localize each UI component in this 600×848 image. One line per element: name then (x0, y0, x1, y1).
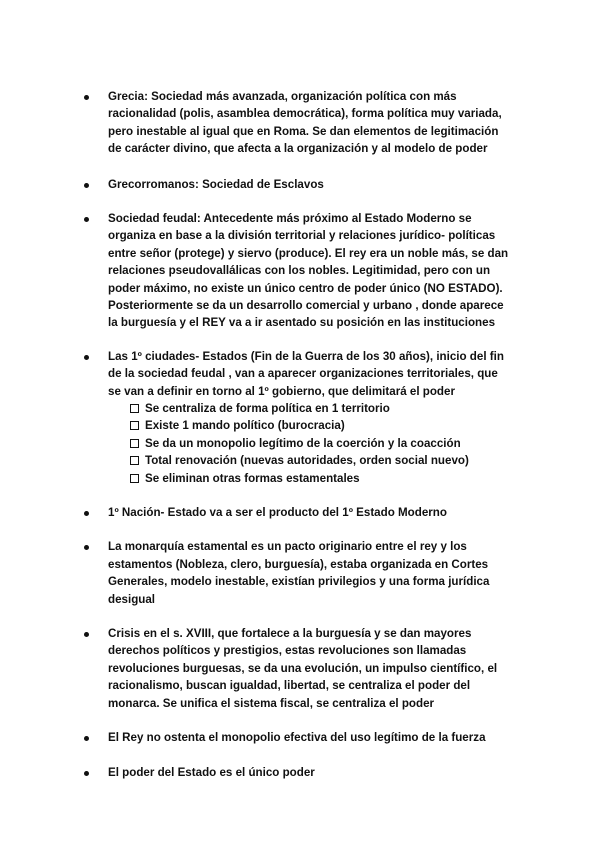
bullet-item (92, 88, 522, 158)
checkbox-icon (130, 474, 139, 483)
bullet-text-line: de la sociedad feudal , van a aparecer organizaciones territoriales, que (108, 367, 498, 381)
checklist-item (130, 470, 522, 487)
bullet-text-line: El Rey no ostenta el monopolio efectiva del uso legítimo de la fuerza (108, 731, 486, 745)
bullet-text-line: racionalismo, buscan igualdad, libertad, se centraliza el poder del (108, 679, 471, 693)
bullet-dot-icon (84, 183, 89, 188)
bullet-item (92, 176, 522, 193)
bullet-dot-icon (84, 217, 89, 222)
bullet-text-line: estamentos (Nobleza, clero, burguesía), estaba organizada en Cortes (108, 557, 489, 571)
bullet-text-line: Grecorromanos: Sociedad de Esclavos (108, 177, 324, 191)
checklist-item (130, 417, 522, 434)
checklist-item-text: Existe 1 mando político (burocracia) (145, 419, 345, 433)
checklist (130, 400, 522, 487)
bullet-text-line: pero inestable al igual que en Roma. Se dan elementos de legitimación (108, 124, 499, 138)
checkbox-icon (130, 421, 139, 430)
bullet-text-line: la burguesía y el REY va a ir asentado su posición en las instituciones (108, 316, 496, 330)
bullet-text-line: La monarquía estamental es un pacto originario entre el rey y los (108, 540, 467, 554)
checkbox-icon (130, 439, 139, 448)
bullet-text-line: organiza en base a la división territorial y relaciones jurídico- políticas (108, 229, 496, 243)
bullet-item (92, 348, 522, 487)
bullet-item (92, 729, 522, 746)
checklist-item-text: Se centraliza de forma política en 1 territorio (145, 402, 390, 416)
bullet-item (92, 504, 522, 521)
bullet-text-line: Crisis en el s. XVIII, que fortalece a la burguesía y se dan mayores (108, 627, 472, 641)
bullet-text-line: Sociedad feudal: Antecedente más próximo al Estado Moderno se (108, 212, 472, 226)
checklist-item (130, 435, 522, 452)
bullet-dot-icon (84, 632, 89, 637)
bullet-dot-icon (84, 511, 89, 516)
bullet-item (92, 764, 522, 781)
bullet-dot-icon (84, 95, 89, 100)
bullet-text-line: se van a definir en torno al 1º gobierno, que delimitará el poder (108, 384, 455, 398)
bullet-text-line: de carácter divino, que afecta a la organización y al modelo de poder (108, 142, 488, 156)
bullet-dot-icon (84, 545, 89, 550)
bullet-text-line: racionalidad (polis, asamblea democrática), forma política muy variada, (108, 107, 502, 121)
bullet-text-line: monarca. Se unifica el sistema fiscal, se centraliza el poder (108, 696, 435, 710)
checklist-item (130, 400, 522, 417)
bullet-text-line: poder máximo, no existe un único centro de poder único (NO ESTADO). (108, 281, 503, 295)
bullet-text-line: Grecia: Sociedad más avanzada, organización política con más (108, 90, 457, 103)
bullet-text-line: Las 1º ciudades- Estados (Fin de la Guerra de los 30 años), inicio del fin (108, 349, 504, 363)
bullet-text-line: relaciones pseudovallálicas con los nobles. Legitimidad, pero con un (108, 264, 491, 278)
checkbox-icon (130, 456, 139, 465)
bullet-dot-icon (84, 771, 89, 776)
bullet-text-line: revoluciones burguesas, se da una evolución, un impulso científico, el (108, 661, 498, 675)
bullet-text-line: 1º Nación- Estado va a ser el producto del 1º Estado Moderno (108, 506, 447, 520)
bullet-text-line: entre señor (protege) y siervo (produce). El rey era un noble más, se dan (108, 246, 509, 260)
bullet-item (92, 538, 522, 608)
checklist-item-text: Se da un monopolio legítimo de la coerción y la coacción (145, 436, 461, 450)
bullet-dot-icon (84, 736, 89, 741)
checklist-item-text: Se eliminan otras formas estamentales (145, 471, 360, 485)
bullet-text-line: Generales, modelo inestable, existían privilegios y una forma jurídica (108, 575, 490, 589)
bullet-dot-icon (84, 355, 89, 360)
bullet-text-line: Posteriormente se da un desarrollo comercial y urbano , donde aparece (108, 299, 504, 313)
bullet-text-line: El poder del Estado es el único poder (108, 765, 315, 779)
bullet-list (92, 71, 522, 781)
checklist-item-text: Total renovación (nuevas autoridades, orden social nuevo) (145, 454, 469, 468)
bullet-text-line: desigual (108, 592, 156, 606)
checklist-item (130, 452, 522, 469)
bullet-item (92, 210, 522, 332)
bullet-item (92, 625, 522, 712)
checkbox-icon (130, 404, 139, 413)
bullet-text-line: derechos políticos y prestigios, estas revoluciones son llamadas (108, 644, 467, 658)
